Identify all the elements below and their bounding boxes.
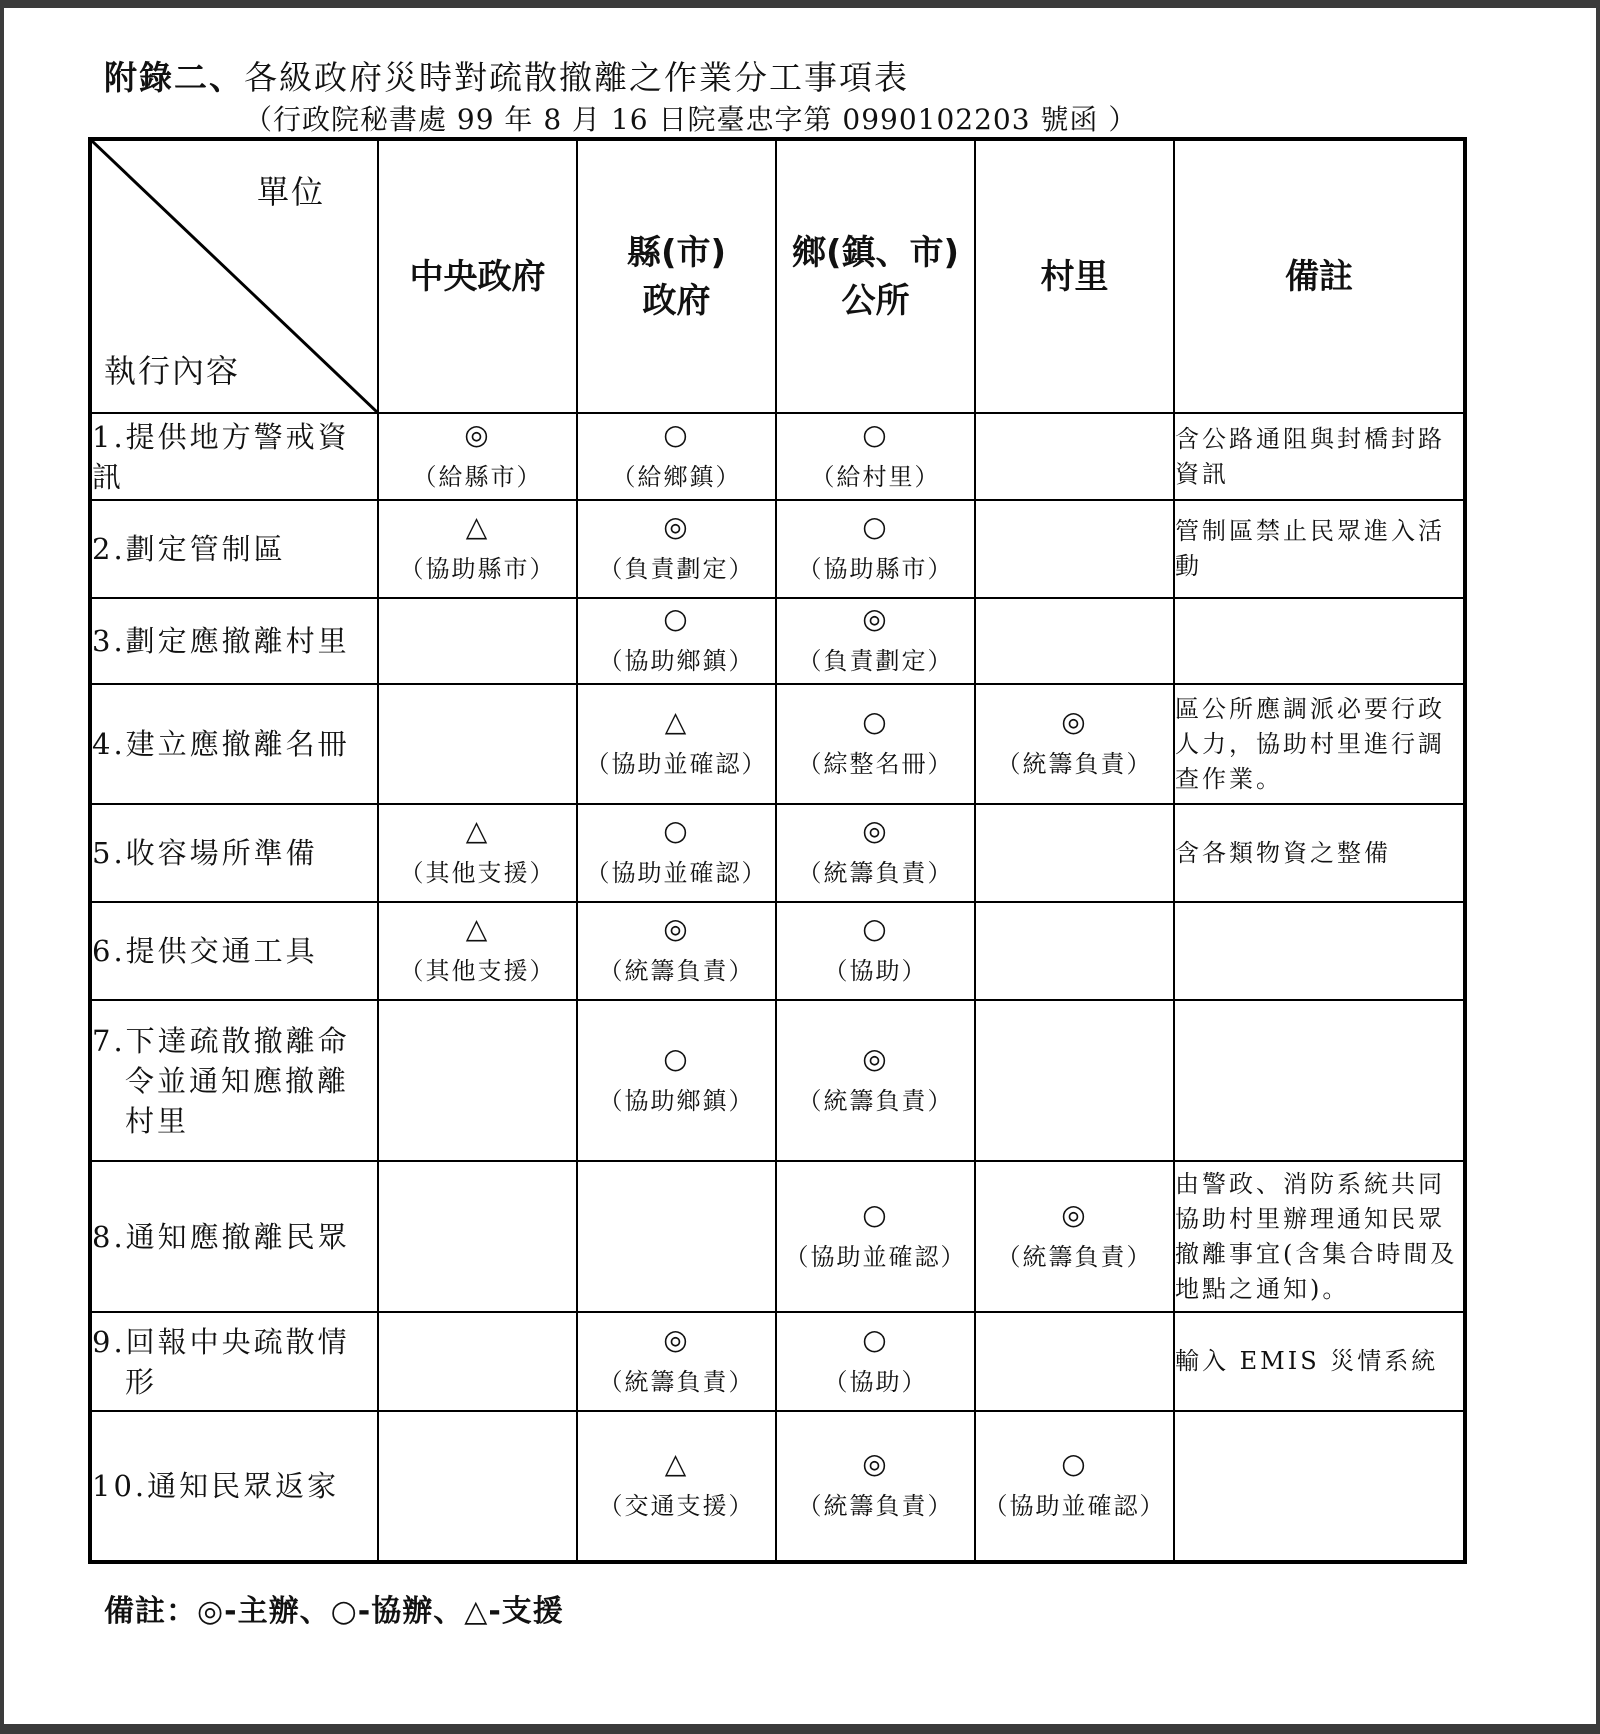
remarks-cell <box>1174 902 1465 1000</box>
task-cell <box>90 1312 378 1411</box>
county-cell <box>577 1161 776 1312</box>
village-cell: ◎ （統籌負責） <box>975 684 1174 804</box>
village-cell <box>975 1000 1174 1161</box>
table-row <box>90 1000 1465 1161</box>
task-line: 7.下達疏散撤離命 <box>92 1023 350 1058</box>
task-cell: 5.收容場所準備 <box>90 804 378 902</box>
table-row <box>90 598 1465 684</box>
remarks-cell: 管制區禁止民眾進入活動 <box>1174 500 1465 598</box>
table-row <box>90 1411 1465 1562</box>
unit-label: 單位 <box>257 173 326 211</box>
central-cell: △ （其他支援） <box>378 804 577 902</box>
remarks-cell: 由警政、消防系統共同協助村里辦理通知民眾撤離事宜(含集合時間及地點之通知)。 <box>1174 1161 1465 1312</box>
task-line: 9.回報中央疏散情 <box>92 1324 350 1359</box>
document-title <box>104 52 909 99</box>
col-header-village: 村里 <box>975 139 1174 413</box>
central-cell <box>378 1161 577 1312</box>
task-cell: 4.建立應撤離名冊 <box>90 684 378 804</box>
village-cell: ○ （協助並確認） <box>975 1411 1174 1562</box>
task-line: 村里 <box>125 1103 190 1138</box>
central-cell: △ （協助縣市） <box>378 500 577 598</box>
county-cell: ○ （給鄉鎮） <box>577 413 776 500</box>
table-row <box>90 804 1465 902</box>
county-cell: ◎ （負責劃定） <box>577 500 776 598</box>
township-cell: ◎ （統籌負責） <box>776 1000 975 1161</box>
title-prefix: 附錄二、 <box>104 58 244 97</box>
central-cell <box>378 684 577 804</box>
table-row <box>90 500 1465 598</box>
village-cell <box>975 902 1174 1000</box>
township-cell: ○ （協助） <box>776 1312 975 1411</box>
task-cell: 1.提供地方警戒資訊 <box>90 413 378 500</box>
table-row <box>90 413 1465 500</box>
township-cell: ○ （協助縣市） <box>776 500 975 598</box>
task-cell: 6.提供交通工具 <box>90 902 378 1000</box>
task-cell: 3.劃定應撤離村里 <box>90 598 378 684</box>
county-cell: ◎ （統籌負責） <box>577 1312 776 1411</box>
township-cell: ◎ （負責劃定） <box>776 598 975 684</box>
execution-content-label: 執行內容 <box>104 352 241 390</box>
task-line: 形 <box>125 1364 158 1399</box>
county-cell: ○ （協助鄉鎮） <box>577 598 776 684</box>
township-cell: ◎ （統籌負責） <box>776 1411 975 1562</box>
village-cell <box>975 413 1174 500</box>
county-cell: △ （交通支援） <box>577 1411 776 1562</box>
remarks-cell: 區公所應調派必要行政人力，協助村里進行調查作業。 <box>1174 684 1465 804</box>
township-cell: ○ （協助） <box>776 902 975 1000</box>
central-cell <box>378 598 577 684</box>
task-line: 令並通知應撤離 <box>125 1063 350 1098</box>
header-row <box>90 139 1465 413</box>
village-cell: ◎ （統籌負責） <box>975 1161 1174 1312</box>
village-cell <box>975 500 1174 598</box>
document-subtitle: （行政院秘書處 99 年 8 月 16 日院臺忠字第 0990102203 號函 ） <box>244 103 1138 136</box>
table-row <box>90 684 1465 804</box>
col-header-county: 縣(市) 政府 <box>577 139 776 413</box>
corner-header-cell <box>90 139 378 413</box>
village-cell <box>975 1312 1174 1411</box>
legend-note: 備註：◎-主辦、○-協辦、△-支援 <box>104 1594 564 1629</box>
central-cell <box>378 1000 577 1161</box>
document-page <box>4 8 1596 1724</box>
central-cell: △ （其他支援） <box>378 902 577 1000</box>
col-header-township: 鄉(鎮、市) 公所 <box>776 139 975 413</box>
township-cell: ○ （給村里） <box>776 413 975 500</box>
task-cell <box>90 1000 378 1161</box>
township-cell: ◎ （統籌負責） <box>776 804 975 902</box>
county-cell: △ （協助並確認） <box>577 684 776 804</box>
village-cell <box>975 804 1174 902</box>
central-cell <box>378 1312 577 1411</box>
remarks-cell <box>1174 1000 1465 1161</box>
central-cell: ◎ （給縣市） <box>378 413 577 500</box>
task-cell: 8.通知應撤離民眾 <box>90 1161 378 1312</box>
remarks-cell: 含公路通阻與封橋封路資訊 <box>1174 413 1465 500</box>
col-header-central: 中央政府 <box>378 139 577 413</box>
table-row <box>90 902 1465 1000</box>
table-row <box>90 1161 1465 1312</box>
division-of-labor-table <box>88 137 1467 1564</box>
task-cell: 10.通知民眾返家 <box>90 1411 378 1562</box>
township-cell: ○ （綜整名冊） <box>776 684 975 804</box>
table-row <box>90 1312 1465 1411</box>
township-cell: ○ （協助並確認） <box>776 1161 975 1312</box>
village-cell <box>975 598 1174 684</box>
central-cell <box>378 1411 577 1562</box>
col-header-remarks: 備註 <box>1174 139 1465 413</box>
task-cell: 2.劃定管制區 <box>90 500 378 598</box>
remarks-cell <box>1174 1411 1465 1562</box>
county-cell: ◎ （統籌負責） <box>577 902 776 1000</box>
remarks-cell: 含各類物資之整備 <box>1174 804 1465 902</box>
remarks-cell <box>1174 598 1465 684</box>
remarks-cell: 輸入 EMIS 災情系統 <box>1174 1312 1465 1411</box>
county-cell: ○ （協助鄉鎮） <box>577 1000 776 1161</box>
county-cell: ○ （協助並確認） <box>577 804 776 902</box>
title-main: 各級政府災時對疏散撤離之作業分工事項表 <box>244 58 909 97</box>
